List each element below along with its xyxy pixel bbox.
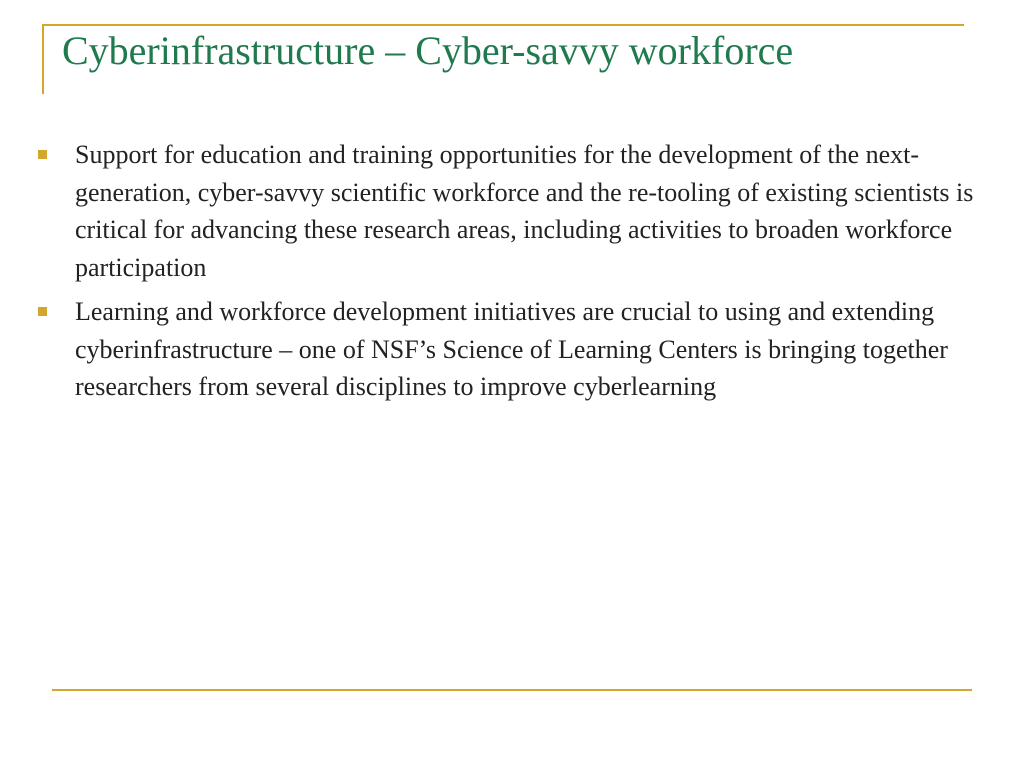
bullet-text: Support for education and training opportunities for the development of the next-generation, cyber-savvy scientific workforce and the re-tooling of existing scientists is critical for advancing these research areas, including activities to broaden workforce participation xyxy=(75,140,974,282)
square-bullet-icon xyxy=(38,150,47,159)
bullet-text: Learning and workforce development initiatives are crucial to using and extending cyberinfrastructure – one of NSF’s Science of Learning Centers is bringing together researchers from several disciplines to improve cyberlearning xyxy=(75,297,948,401)
footer-divider xyxy=(52,689,972,691)
slide-title: Cyberinfrastructure – Cyber-savvy workforce xyxy=(62,28,794,73)
title-accent-vertical-rule xyxy=(42,24,44,94)
bullet-item-education-support xyxy=(34,136,994,286)
bullet-list xyxy=(34,136,994,413)
bullet-item-learning-initiatives xyxy=(34,293,994,406)
square-bullet-icon xyxy=(38,307,47,316)
